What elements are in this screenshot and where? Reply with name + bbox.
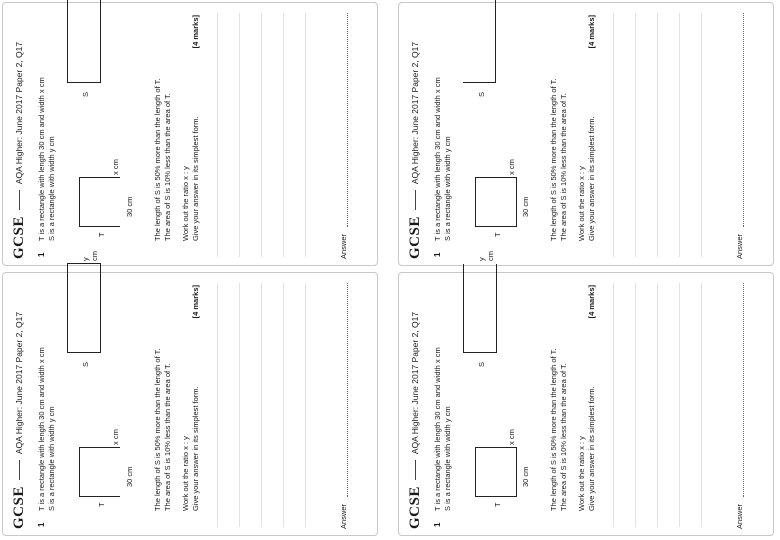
condition-line-2: The area of S is 10% less than the area of T. bbox=[163, 93, 172, 241]
header-rule bbox=[19, 190, 20, 210]
label-s: S bbox=[477, 91, 486, 97]
header-text: AQA Higher: June 2017 Paper 2, Q17 bbox=[410, 311, 420, 455]
working-line bbox=[305, 13, 306, 257]
header-rule bbox=[415, 460, 416, 480]
answer-label: Answer bbox=[339, 233, 348, 259]
header-text: AQA Higher: June 2017 Paper 2, Q17 bbox=[14, 311, 24, 455]
header-rule bbox=[19, 460, 20, 480]
marks-label: [4 marks] bbox=[191, 15, 200, 49]
question-number: 1 bbox=[433, 252, 442, 257]
label-s: S bbox=[81, 361, 90, 367]
card-header bbox=[407, 283, 423, 529]
intro-line-2: S is a rectangle with width y cm bbox=[443, 136, 452, 241]
marks-label: [4 marks] bbox=[587, 285, 596, 319]
rectangle-t bbox=[475, 447, 517, 497]
label-ycm: y cm bbox=[477, 251, 495, 261]
brand-logo: GCSE bbox=[10, 216, 27, 259]
working-line bbox=[657, 283, 658, 527]
label-ycm: y cm bbox=[81, 251, 99, 261]
working-line bbox=[679, 283, 680, 527]
answer-line[interactable] bbox=[743, 283, 744, 497]
worksheet-card-bottom-right bbox=[398, 251, 774, 536]
card-header bbox=[11, 283, 27, 529]
task-line-2: Give your answer in its simplest form. bbox=[587, 116, 596, 241]
working-line bbox=[635, 13, 636, 257]
worksheet-card-bottom-left bbox=[2, 251, 378, 536]
worksheet-card-top-left bbox=[2, 2, 378, 266]
condition-line-2: The area of S is 10% less than the area of T. bbox=[163, 363, 172, 511]
working-line bbox=[613, 283, 614, 527]
working-line bbox=[239, 13, 240, 257]
condition-line-2: The area of S is 10% less than the area of T. bbox=[559, 363, 568, 511]
intro-line-2: S is a rectangle with width y cm bbox=[443, 406, 452, 511]
label-30cm: 30 cm bbox=[521, 196, 530, 217]
task-line-1: Work out the ratio x : y bbox=[577, 436, 586, 511]
condition-line-1: The length of S is 50% more than the length of T. bbox=[549, 78, 558, 241]
working-line bbox=[613, 13, 614, 257]
question-number: 1 bbox=[37, 522, 46, 527]
condition-line-1: The length of S is 50% more than the length of T. bbox=[153, 348, 162, 511]
header-text: AQA Higher: June 2017 Paper 2, Q17 bbox=[14, 41, 24, 185]
working-line bbox=[657, 13, 658, 257]
marks-label: [4 marks] bbox=[587, 15, 596, 49]
task-line-1: Work out the ratio x : y bbox=[181, 436, 190, 511]
working-line bbox=[217, 13, 218, 257]
intro-line-1: T is a rectangle with length 30 cm and width x cm bbox=[433, 347, 442, 511]
label-s: S bbox=[81, 91, 90, 97]
label-t: T bbox=[493, 232, 502, 237]
task-line-1: Work out the ratio x : y bbox=[577, 166, 586, 241]
condition-line-2: The area of S is 10% less than the area of T. bbox=[559, 93, 568, 241]
working-line bbox=[261, 13, 262, 257]
condition-line-1: The length of S is 50% more than the length of T. bbox=[153, 78, 162, 241]
working-line bbox=[217, 283, 218, 527]
card-header bbox=[11, 13, 27, 259]
label-t: T bbox=[97, 232, 106, 237]
working-line bbox=[305, 283, 306, 527]
brand-logo: GCSE bbox=[406, 216, 423, 259]
label-30cm: 30 cm bbox=[125, 196, 134, 217]
label-t: T bbox=[493, 502, 502, 507]
task-line-1: Work out the ratio x : y bbox=[181, 166, 190, 241]
label-30cm: 30 cm bbox=[125, 466, 134, 487]
intro-line-2: S is a rectangle with width y cm bbox=[47, 406, 56, 511]
task-line-2: Give your answer in its simplest form. bbox=[587, 386, 596, 511]
answer-line[interactable] bbox=[347, 13, 348, 227]
card-header bbox=[407, 13, 423, 259]
rectangle-t bbox=[79, 447, 120, 497]
rectangle-s bbox=[463, 0, 496, 83]
answer-line[interactable] bbox=[743, 13, 744, 227]
label-s: S bbox=[477, 361, 486, 367]
marks-label: [4 marks] bbox=[191, 285, 200, 319]
rectangle-t bbox=[79, 177, 120, 227]
header-rule bbox=[415, 190, 416, 210]
label-30cm: 30 cm bbox=[521, 466, 530, 487]
brand-logo: GCSE bbox=[10, 486, 27, 529]
working-line bbox=[283, 13, 284, 257]
brand-logo: GCSE bbox=[406, 486, 423, 529]
working-line bbox=[283, 283, 284, 527]
intro-line-1: T is a rectangle with length 30 cm and width x cm bbox=[37, 77, 46, 241]
question-number: 1 bbox=[433, 522, 442, 527]
header-text: AQA Higher: June 2017 Paper 2, Q17 bbox=[410, 41, 420, 185]
working-line bbox=[701, 13, 702, 257]
label-xcm: x cm bbox=[111, 429, 120, 445]
rectangle-s bbox=[67, 0, 101, 83]
answer-label: Answer bbox=[735, 233, 744, 259]
working-line bbox=[701, 283, 702, 527]
rectangle-t bbox=[475, 177, 517, 227]
condition-line-1: The length of S is 50% more than the length of T. bbox=[549, 348, 558, 511]
working-line bbox=[261, 283, 262, 527]
answer-label: Answer bbox=[339, 503, 348, 529]
label-xcm: x cm bbox=[111, 159, 120, 175]
worksheet-card-top-right bbox=[398, 2, 774, 266]
task-line-2: Give your answer in its simplest form. bbox=[191, 386, 200, 511]
answer-label: Answer bbox=[735, 503, 744, 529]
working-line bbox=[239, 283, 240, 527]
question-number: 1 bbox=[37, 252, 46, 257]
working-line bbox=[679, 13, 680, 257]
intro-line-1: T is a rectangle with length 30 cm and width x cm bbox=[433, 77, 442, 241]
intro-line-1: T is a rectangle with length 30 cm and width x cm bbox=[37, 347, 46, 511]
task-line-2: Give your answer in its simplest form. bbox=[191, 116, 200, 241]
label-xcm: x cm bbox=[507, 429, 516, 445]
label-t: T bbox=[97, 502, 106, 507]
working-line bbox=[635, 283, 636, 527]
rectangle-s bbox=[463, 264, 497, 353]
intro-line-2: S is a rectangle with width y cm bbox=[47, 136, 56, 241]
label-xcm: x cm bbox=[507, 159, 516, 175]
rectangle-s bbox=[67, 263, 101, 353]
answer-line[interactable] bbox=[347, 283, 348, 497]
